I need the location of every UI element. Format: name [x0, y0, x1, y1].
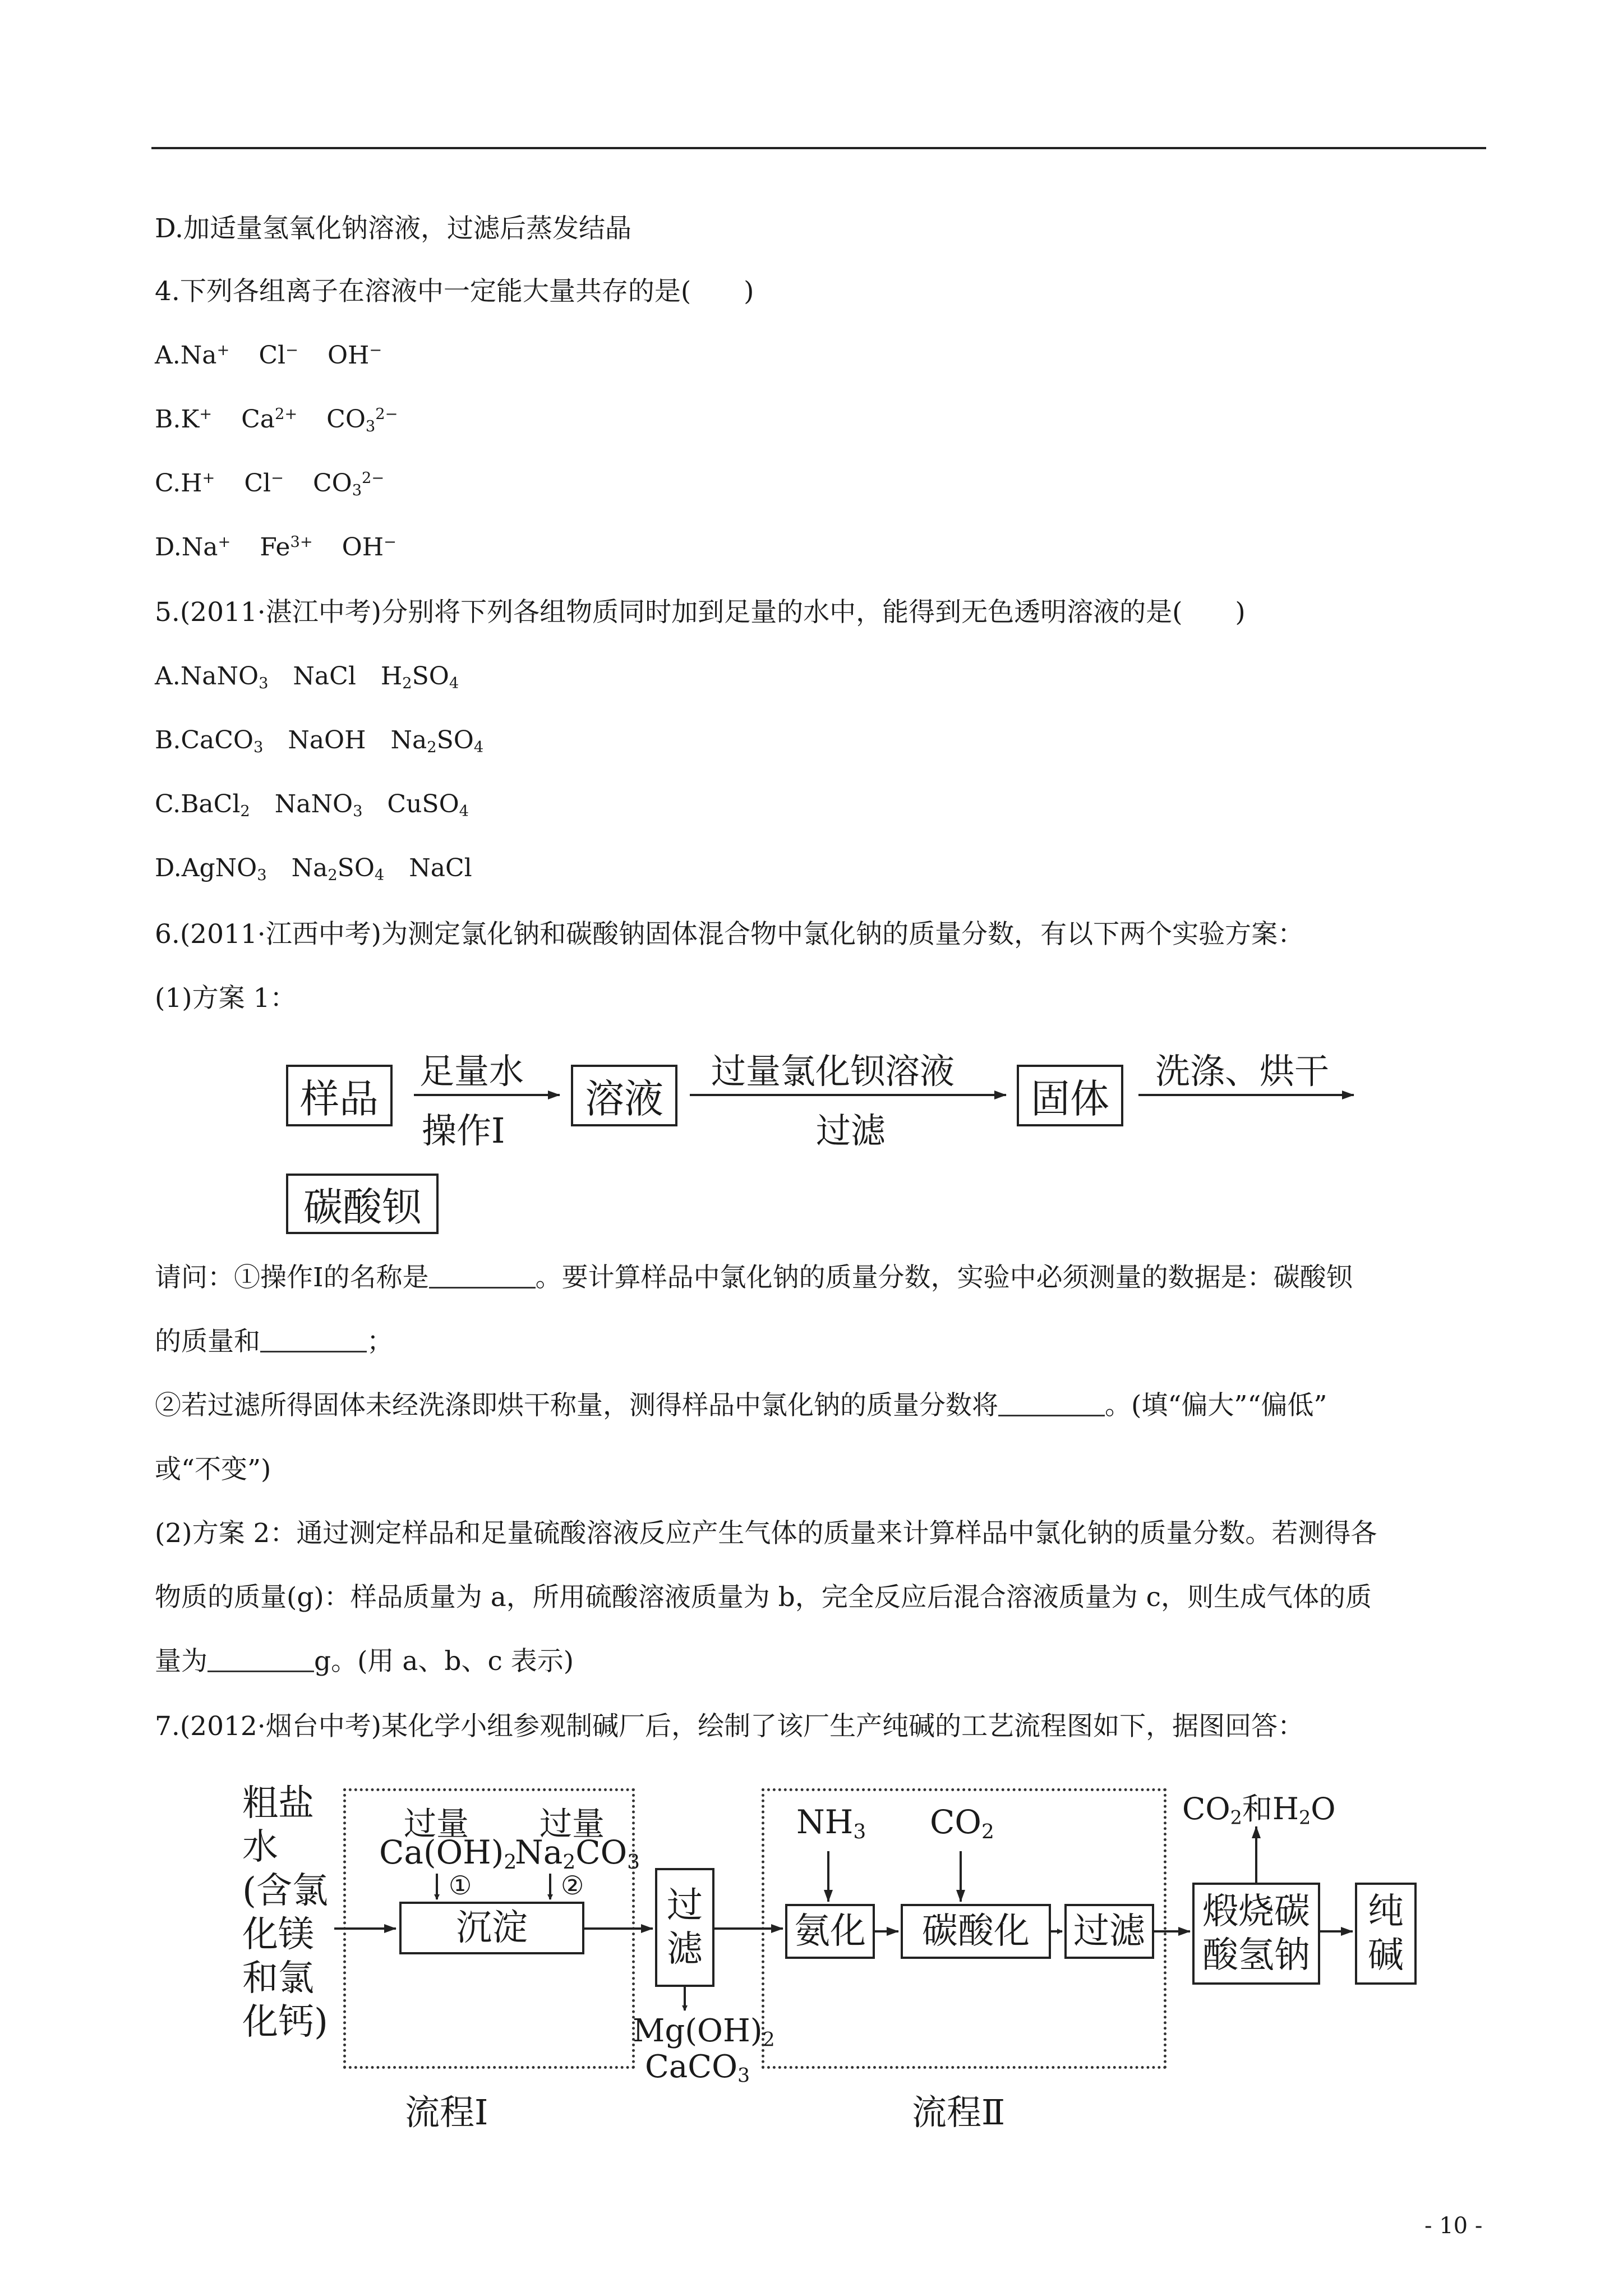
ion: $Fe^{3+}$ [260, 533, 313, 562]
calcine-line: 酸氢钠 [1202, 1935, 1310, 1976]
solution-box: 溶液 [571, 1065, 677, 1126]
q4-stem: 4.下列各组离子在溶液中一定能大量共存的是( ) [155, 276, 754, 307]
option-label: C. [155, 469, 181, 498]
ion: $CO_3^{2-}$ [326, 405, 398, 435]
ion: Cl− [259, 341, 298, 370]
process1-label: 流程Ⅰ [405, 2092, 488, 2133]
ion: Na+ [181, 533, 231, 562]
q6-ask2-text: ②若过滤所得固体未经洗涤即烘干称量，测得样品中氯化钠的质量分数将 [155, 1390, 998, 1421]
option-label: B. [155, 405, 181, 434]
q6-plan2-text: 量为 [155, 1646, 208, 1677]
q5-stem: 5.(2011·湛江中考)分别将下列各组物质同时加到足量的水中，能得到无色透明溶液的是( ) [155, 597, 1246, 628]
soda-char: 碱 [1368, 1935, 1404, 1976]
co2-h2o-label: $CO_2$和$H_2O$ [1182, 1791, 1336, 1829]
soda-char: 纯 [1368, 1891, 1404, 1932]
q6-plan2-text2: g。(用 a、b、c 表示) [314, 1646, 574, 1677]
filter-label: 过滤 [816, 1110, 886, 1151]
sample-box: 样品 [286, 1065, 393, 1126]
excess-label-1: 过量 [404, 1805, 469, 1843]
q6-ask1-text3: 的质量和 [155, 1326, 260, 1357]
precipitate-box: 沉淀 [399, 1902, 584, 1954]
q6-ask2-text2: 。(填“偏大”“偏低” [1105, 1390, 1327, 1421]
operation-label: 操作Ⅰ [422, 1110, 505, 1151]
q5-option-c: C.BaCl$_2$ NaNO$_3$ CuSO$_4$ [155, 790, 469, 820]
q5-option-d: D.AgNO$_3$ $Na_2SO_4$ NaCl [155, 854, 472, 884]
step-mark-2: ② [561, 1870, 584, 1901]
ion: H+ [181, 469, 215, 498]
q6-plan1-label: (1)方案 1： [155, 983, 297, 1014]
ion: K+ [181, 405, 213, 434]
q6-stem: 6.(2011·江西中考)为测定氯化钠和碳酸钠固体混合物中氯化钠的质量分数，有以下两个实验方案： [155, 919, 1304, 950]
brine-line: (含氯 [242, 1870, 328, 1912]
ion: Cl− [244, 469, 284, 498]
solid-box: 固体 [1017, 1065, 1123, 1126]
q6-plan2-line1: (2)方案 2：通过测定样品和足量硫酸溶液反应产生气体的质量来计算样品中氯化钠的质量分数。若测得各 [155, 1518, 1377, 1549]
q6-ask1-text2: 。要计算样品中氯化钠的质量分数，实验中必须测量的数据是：碳酸钡 [535, 1262, 1353, 1293]
process2-label: 流程Ⅱ [912, 2092, 1006, 2133]
caco3-label: CaCO$_3$ [645, 2049, 750, 2087]
q6-ask1-text: 请问：①操作Ⅰ的名称是 [155, 1262, 429, 1293]
ammoniation-box: 氨化 [785, 1904, 875, 1959]
q6-ask1-text4: ； [367, 1326, 393, 1357]
q3-option-d: D.加适量氢氧化钠溶液，过滤后蒸发结晶 [155, 213, 631, 244]
ion: $CO_3^{2-}$ [312, 469, 385, 499]
brine-line: 水 [242, 1826, 278, 1868]
option-label: A. [155, 341, 181, 370]
ion: OH− [342, 533, 396, 562]
na2co3-label: $Na_2CO_3$ [515, 1833, 640, 1874]
q6-question-2-line2: 或“不变”) [155, 1454, 271, 1485]
option-label: D. [155, 533, 182, 562]
filter-char: 滤 [667, 1929, 703, 1970]
wash-dry-label: 洗涤、烘干 [1155, 1051, 1330, 1092]
brine-line: 粗盐 [242, 1783, 314, 1824]
water-label: 足量水 [419, 1051, 524, 1092]
excess-label-2: 过量 [540, 1805, 605, 1843]
baco3-box: 碳酸钡 [286, 1174, 439, 1234]
brine-line: 化镁 [242, 1914, 314, 1955]
brine-line: 化钙) [242, 2001, 328, 2043]
nh3-label: $NH_3$ [796, 1803, 866, 1843]
q5-option-b: B.CaCO$_3$ NaOH $Na_2SO_4$ [155, 726, 484, 756]
brine-line: 和氯 [242, 1958, 314, 1999]
ion: Na+ [180, 341, 230, 370]
q7-stem: 7.(2012·烟台中考)某化学小组参观制碱厂后，绘制了该厂生产纯碱的工艺流程图如下，据图回答： [155, 1711, 1304, 1742]
bacl2-label: 过量氯化钡溶液 [711, 1051, 955, 1092]
mgoh2-label: $Mg(OH)_2$ [633, 2013, 775, 2051]
filter-char: 过 [667, 1885, 703, 1926]
page-number: - 10 - [1424, 2213, 1483, 2239]
q5-option-a: A.NaNO$_3$ NaCl $H_2SO_4$ [155, 662, 459, 692]
calcine-line: 煅烧碳 [1202, 1891, 1310, 1932]
filter-box-2: 过滤 [1064, 1904, 1154, 1959]
carbonation-box: 碳酸化 [901, 1904, 1051, 1959]
ion: $Ca^{2+}$ [241, 405, 298, 434]
caoh2-label: $Ca(OH)_2$ [379, 1833, 517, 1874]
ion: OH− [327, 341, 382, 370]
step-mark-1: ① [449, 1870, 472, 1901]
co2-label: $CO_2$ [930, 1803, 994, 1843]
q6-plan2-line2: 物质的质量(g)：样品质量为 a，所用硫酸溶液质量为 b，完全反应后混合溶液质量为 c，则生成气体的质 [155, 1582, 1372, 1613]
